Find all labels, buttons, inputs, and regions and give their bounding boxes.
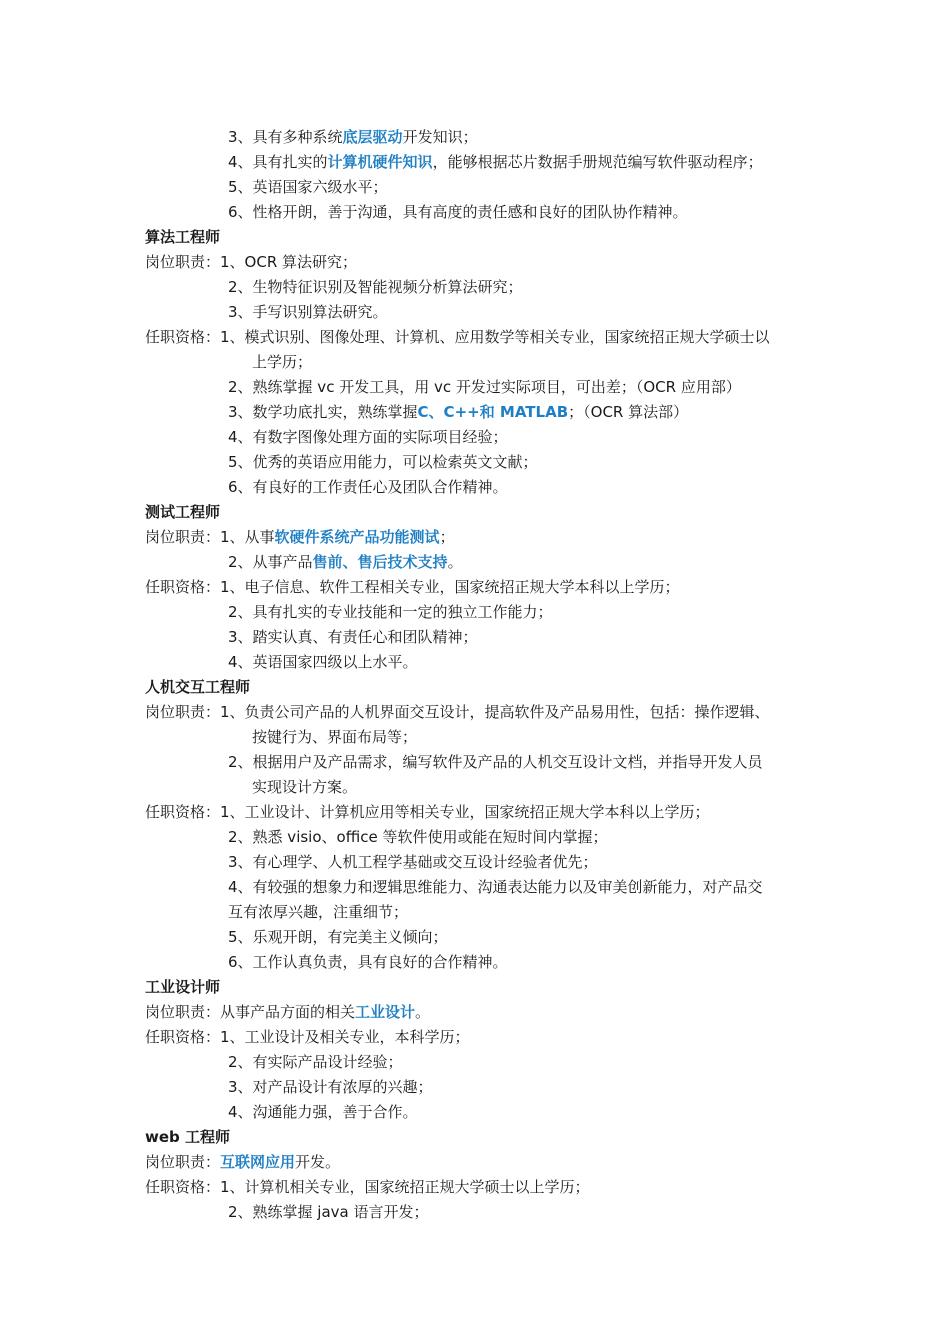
text-line: 4、英语国家四级以上水平。	[228, 653, 418, 671]
text-line: 实现设计方案。	[252, 778, 358, 796]
highlight-term: 互联网应用	[220, 1153, 296, 1171]
text-line: 6、工作认真负责，具有良好的合作精神。	[228, 953, 508, 971]
text-line: 2、熟悉 visio、office 等软件使用或能在短时间内掌握；	[228, 828, 608, 846]
text-line: 任职资格：1、工业设计及相关专业，本科学历；	[145, 1028, 470, 1046]
highlight-term: 底层驱动	[342, 128, 403, 146]
text-segment: 。	[415, 1003, 431, 1021]
text-segment: 2、从事产品	[228, 553, 313, 571]
highlight-term: 计算机硬件知识	[327, 153, 433, 171]
text-line: 3、手写识别算法研究。	[228, 303, 388, 321]
text-line: 2、生物特征识别及智能视频分析算法研究；	[228, 278, 523, 296]
text-segment: 4、具有扎实的	[228, 153, 328, 171]
text-line: 3、对产品设计有浓厚的兴趣；	[228, 1078, 433, 1096]
text-segment: ；	[439, 528, 455, 546]
text-line	[145, 527, 455, 547]
text-line	[228, 152, 763, 172]
text-segment: ，能够根据芯片数据手册规范编写软件驱动程序；	[432, 153, 763, 171]
text-line	[228, 552, 463, 572]
text-line: 5、英语国家六级水平；	[228, 178, 388, 196]
text-line: 2、具有扎实的专业技能和一定的独立工作能力；	[228, 603, 553, 621]
section-heading: 算法工程师	[145, 228, 221, 246]
text-segment: 岗位职责：从事产品方面的相关	[145, 1003, 356, 1021]
text-line: 2、熟练掌握 vc 开发工具，用 vc 开发过实际项目，可出差；（OCR 应用部）	[228, 378, 741, 396]
highlight-term: 售前、售后技术支持	[312, 553, 448, 571]
text-segment: 3、数学功底扎实，熟练掌握	[228, 403, 418, 421]
text-segment: 开发。	[295, 1153, 341, 1171]
text-line: 任职资格：1、电子信息、软件工程相关专业，国家统招正规大学本科以上学历；	[145, 578, 680, 596]
text-line: 4、沟通能力强，善于合作。	[228, 1103, 418, 1121]
text-line	[228, 127, 478, 147]
text-segment: 岗位职责：1、从事	[145, 528, 275, 546]
text-line: 6、有良好的工作责任心及团队合作精神。	[228, 478, 508, 496]
section-heading: 测试工程师	[145, 503, 221, 521]
text-line	[145, 1002, 430, 1022]
text-line: 5、乐观开朗，有完美主义倾向；	[228, 928, 448, 946]
text-line: 任职资格：1、工业设计、计算机应用等相关专业，国家统招正规大学本科以上学历；	[145, 803, 710, 821]
section-heading: web 工程师	[145, 1128, 230, 1146]
text-line: 4、有较强的想象力和逻辑思维能力、沟通表达能力以及审美创新能力，对产品交	[228, 878, 763, 896]
text-segment: ；（OCR 算法部）	[568, 403, 689, 421]
text-segment: 开发知识；	[402, 128, 478, 146]
text-line: 2、有实际产品设计经验；	[228, 1053, 403, 1071]
highlight-term: 软硬件系统产品功能测试	[274, 528, 440, 546]
text-line: 上学历；	[252, 353, 313, 371]
text-line: 2、熟练掌握 java 语言开发；	[228, 1203, 429, 1221]
text-line	[228, 402, 688, 422]
text-line: 岗位职责：1、OCR 算法研究；	[145, 253, 358, 271]
text-line: 互有浓厚兴趣，注重细节；	[228, 903, 409, 921]
text-line	[145, 1152, 340, 1172]
section-heading: 人机交互工程师	[145, 678, 251, 696]
text-line: 3、踏实认真、有责任心和团队精神；	[228, 628, 478, 646]
text-line: 3、有心理学、人机工程学基础或交互设计经验者优先；	[228, 853, 598, 871]
text-segment: 。	[447, 553, 463, 571]
text-segment: 3、具有多种系统	[228, 128, 343, 146]
text-line: 按键行为、界面布局等；	[252, 728, 418, 746]
text-line: 6、性格开朗，善于沟通，具有高度的责任感和良好的团队协作精神。	[228, 203, 688, 221]
highlight-term: 工业设计	[355, 1003, 416, 1021]
highlight-term: C、C++和 MATLAB	[417, 403, 569, 421]
text-line: 4、有数字图像处理方面的实际项目经验；	[228, 428, 508, 446]
text-line: 5、优秀的英语应用能力，可以检索英文文献；	[228, 453, 538, 471]
text-segment: 岗位职责：	[145, 1153, 221, 1171]
text-line: 2、根据用户及产品需求，编写软件及产品的人机交互设计文档，并指导开发人员	[228, 753, 763, 771]
section-heading: 工业设计师	[145, 978, 221, 996]
text-line: 岗位职责：1、负责公司产品的人机界面交互设计，提高软件及产品易用性，包括：操作逻辑、	[145, 703, 770, 721]
text-line: 任职资格：1、计算机相关专业，国家统招正规大学硕士以上学历；	[145, 1178, 590, 1196]
text-line: 任职资格：1、模式识别、图像处理、计算机、应用数学等相关专业，国家统招正规大学硕士以	[145, 328, 770, 346]
